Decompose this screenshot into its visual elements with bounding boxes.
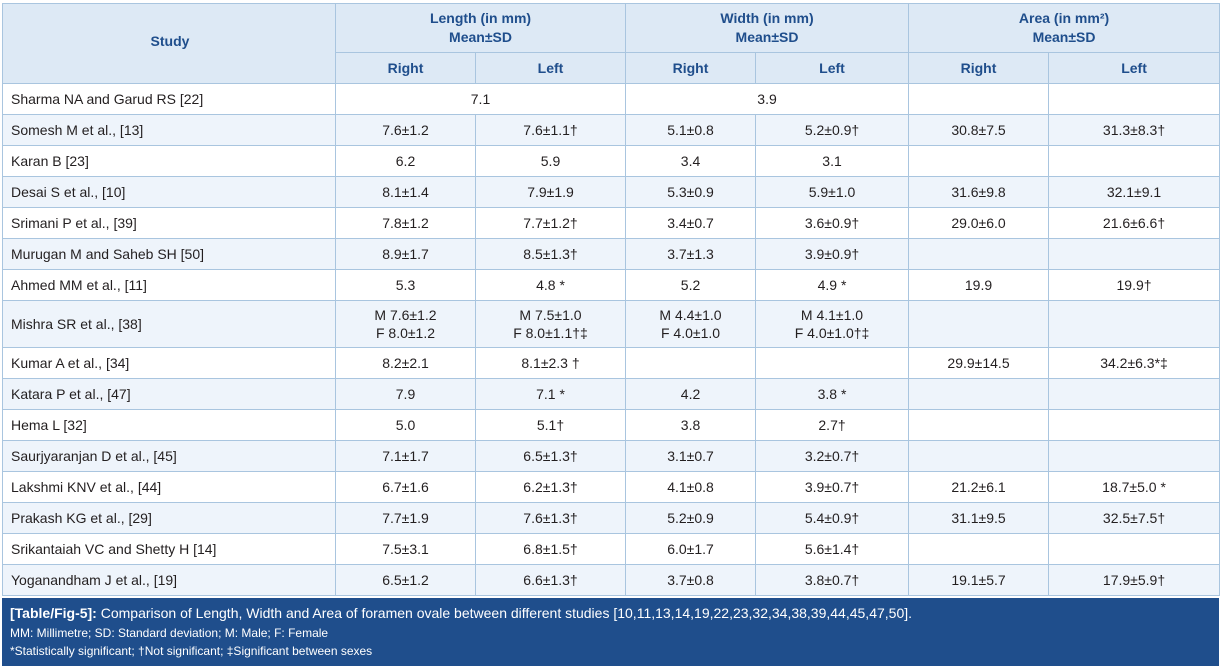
- length-left-cell: 8.1±2.3 †: [476, 348, 626, 379]
- study-cell: Kumar A et al., [34]: [3, 348, 336, 379]
- area-left-cell: 19.9†: [1049, 270, 1220, 301]
- length-right-cell: [336, 301, 476, 348]
- area-left-cell: [1049, 301, 1220, 348]
- study-cell: Srimani P et al., [39]: [3, 208, 336, 239]
- width-right-cell: 6.0±1.7: [626, 534, 756, 565]
- length-left-cell: 6.5±1.3†: [476, 441, 626, 472]
- width-left-cell: 5.2±0.9†: [756, 115, 909, 146]
- caption-notes: *Statistically significant; †Not significant; ‡Significant between sexes: [10, 644, 373, 658]
- length-right-cell: 5.3: [336, 270, 476, 301]
- study-cell: Katara P et al., [47]: [3, 379, 336, 410]
- area-right-cell: 19.9: [909, 270, 1049, 301]
- width-right-cell: 4.2: [626, 379, 756, 410]
- length-right-cell: 5.0: [336, 410, 476, 441]
- length-subtitle: Mean±SD: [449, 29, 512, 45]
- caption-label: [Table/Fig-5]:: [10, 605, 97, 621]
- width-left-header: Left: [756, 53, 909, 84]
- area-left-cell: 32.5±7.5†: [1049, 503, 1220, 534]
- area-left-cell: 31.3±8.3†: [1049, 115, 1220, 146]
- width-right-cell: 3.7±1.3: [626, 239, 756, 270]
- width-right-cell: [626, 348, 756, 379]
- area-right-cell: 21.2±6.1: [909, 472, 1049, 503]
- width-subtitle: Mean±SD: [735, 29, 799, 45]
- area-right-cell: 31.1±9.5: [909, 503, 1049, 534]
- female-value: F 4.0±1.0: [660, 325, 721, 341]
- length-right-cell: 6.7±1.6: [336, 472, 476, 503]
- area-right-cell: [909, 84, 1049, 115]
- study-column-header: Study: [3, 4, 336, 84]
- female-value: F 8.0±1.1†‡: [513, 325, 588, 341]
- length-left-cell: [476, 301, 626, 348]
- table-row: [3, 441, 1220, 472]
- width-left-cell: 3.8±0.7†: [756, 565, 909, 596]
- table-row: [3, 239, 1220, 270]
- width-left-cell: 4.9 *: [756, 270, 909, 301]
- area-right-cell: 29.9±14.5: [909, 348, 1049, 379]
- male-value: M 7.5±1.0: [519, 307, 582, 323]
- study-cell: Ahmed MM et al., [11]: [3, 270, 336, 301]
- table-row: [3, 115, 1220, 146]
- width-left-cell: 3.2±0.7†: [756, 441, 909, 472]
- male-value: M 4.1±1.0: [800, 307, 864, 323]
- study-cell: Somesh M et al., [13]: [3, 115, 336, 146]
- area-left-cell: [1049, 534, 1220, 565]
- table-row: [3, 146, 1220, 177]
- table-row: [3, 270, 1220, 301]
- caption-title: [10, 602, 1211, 624]
- table-row: [3, 348, 1220, 379]
- length-left-cell: 7.1 *: [476, 379, 626, 410]
- female-value: F 4.0±1.0†‡: [794, 325, 870, 341]
- study-cell: Mishra SR et al., [38]: [3, 301, 336, 348]
- length-left-cell: 6.2±1.3†: [476, 472, 626, 503]
- width-right-cell: 5.2±0.9: [626, 503, 756, 534]
- table-row: [3, 177, 1220, 208]
- comparison-table: [2, 3, 1220, 596]
- width-left-cell: [756, 301, 909, 348]
- width-left-cell: 5.4±0.9†: [756, 503, 909, 534]
- area-left-cell: [1049, 84, 1220, 115]
- length-left-cell: 6.6±1.3†: [476, 565, 626, 596]
- area-right-cell: [909, 441, 1049, 472]
- area-left-cell: [1049, 146, 1220, 177]
- width-left-cell: 3.8 *: [756, 379, 909, 410]
- area-left-cell: [1049, 379, 1220, 410]
- width-right-cell: 3.4±0.7: [626, 208, 756, 239]
- table-row: [3, 301, 1220, 348]
- length-right-cell: 7.1±1.7: [336, 441, 476, 472]
- length-left-cell: 7.6±1.1†: [476, 115, 626, 146]
- width-right-cell: 3.1±0.7: [626, 441, 756, 472]
- length-right-cell: 7.7±1.9: [336, 503, 476, 534]
- width-right-cell: 4.1±0.8: [626, 472, 756, 503]
- caption-text: Comparison of Length, Width and Area of foramen ovale between different studies [10,11,13,14,19,22,23,32,34,38,39,44,45,47,50].: [96, 605, 913, 621]
- area-right-cell: [909, 379, 1049, 410]
- study-cell: Yoganandham J et al., [19]: [3, 565, 336, 596]
- table-caption: [2, 598, 1219, 666]
- area-group-header: [909, 4, 1220, 53]
- area-right-cell: [909, 410, 1049, 441]
- caption-abbreviations: MM: Millimetre; SD: Standard deviation; M: Male; F: Female: [10, 626, 329, 640]
- length-merged-cell: 7.1: [336, 84, 626, 115]
- width-title: Width (in mm): [720, 10, 814, 26]
- header-row-groups: [3, 4, 1220, 53]
- study-cell: Karan B [23]: [3, 146, 336, 177]
- area-right-cell: [909, 534, 1049, 565]
- length-left-cell: 5.1†: [476, 410, 626, 441]
- study-cell: Srikantaiah VC and Shetty H [14]: [3, 534, 336, 565]
- area-right-cell: 30.8±7.5: [909, 115, 1049, 146]
- length-right-cell: 7.6±1.2: [336, 115, 476, 146]
- area-right-cell: 29.0±6.0: [909, 208, 1049, 239]
- study-cell: Saurjyaranjan D et al., [45]: [3, 441, 336, 472]
- width-left-cell: 3.6±0.9†: [756, 208, 909, 239]
- area-left-cell: 18.7±5.0 *: [1049, 472, 1220, 503]
- width-right-cell: 3.4: [626, 146, 756, 177]
- table-row: [3, 472, 1220, 503]
- table-row: [3, 208, 1220, 239]
- study-cell: Hema L [32]: [3, 410, 336, 441]
- length-left-cell: 5.9: [476, 146, 626, 177]
- length-right-cell: 8.1±1.4: [336, 177, 476, 208]
- area-right-cell: [909, 301, 1049, 348]
- male-value: M 4.4±1.0: [659, 307, 722, 323]
- area-right-cell: [909, 146, 1049, 177]
- area-left-header: Left: [1049, 53, 1220, 84]
- length-right-cell: 8.9±1.7: [336, 239, 476, 270]
- length-left-cell: 7.9±1.9: [476, 177, 626, 208]
- female-value: F 8.0±1.2: [375, 325, 436, 341]
- width-merged-cell: 3.9: [626, 84, 909, 115]
- length-title: Length (in mm): [429, 10, 532, 26]
- width-left-cell: 2.7†: [756, 410, 909, 441]
- length-right-cell: 6.2: [336, 146, 476, 177]
- table-row: [3, 379, 1220, 410]
- study-cell: Prakash KG et al., [29]: [3, 503, 336, 534]
- length-right-cell: 7.9: [336, 379, 476, 410]
- length-left-cell: 6.8±1.5†: [476, 534, 626, 565]
- width-left-cell: 3.9±0.7†: [756, 472, 909, 503]
- area-right-header: Right: [909, 53, 1049, 84]
- length-left-cell: 8.5±1.3†: [476, 239, 626, 270]
- length-group-header: [336, 4, 626, 53]
- area-left-cell: 17.9±5.9†: [1049, 565, 1220, 596]
- table-row: [3, 84, 1220, 115]
- width-left-cell: 5.6±1.4†: [756, 534, 909, 565]
- study-cell: Desai S et al., [10]: [3, 177, 336, 208]
- width-right-cell: 3.8: [626, 410, 756, 441]
- width-right-cell: [626, 301, 756, 348]
- width-right-header: Right: [626, 53, 756, 84]
- width-left-cell: 3.9±0.9†: [756, 239, 909, 270]
- width-right-cell: 5.2: [626, 270, 756, 301]
- male-value: M 7.6±1.2: [374, 307, 437, 323]
- area-left-cell: 21.6±6.6†: [1049, 208, 1220, 239]
- length-left-header: Left: [476, 53, 626, 84]
- area-title: Area (in mm²): [1018, 10, 1110, 26]
- width-right-cell: 3.7±0.8: [626, 565, 756, 596]
- width-left-cell: [756, 348, 909, 379]
- width-group-header: [626, 4, 909, 53]
- width-left-cell: 3.1: [756, 146, 909, 177]
- area-left-cell: 34.2±6.3*‡: [1049, 348, 1220, 379]
- length-right-cell: 8.2±2.1: [336, 348, 476, 379]
- area-left-cell: [1049, 410, 1220, 441]
- area-right-cell: [909, 239, 1049, 270]
- table-row: [3, 503, 1220, 534]
- length-left-cell: 7.6±1.3†: [476, 503, 626, 534]
- width-left-cell: 5.9±1.0: [756, 177, 909, 208]
- length-right-cell: 6.5±1.2: [336, 565, 476, 596]
- area-right-cell: 31.6±9.8: [909, 177, 1049, 208]
- area-right-cell: 19.1±5.7: [909, 565, 1049, 596]
- length-left-cell: 7.7±1.2†: [476, 208, 626, 239]
- length-right-header: Right: [336, 53, 476, 84]
- length-left-cell: 4.8 *: [476, 270, 626, 301]
- length-right-cell: 7.5±3.1: [336, 534, 476, 565]
- table-row: [3, 565, 1220, 596]
- width-right-cell: 5.1±0.8: [626, 115, 756, 146]
- table-row: [3, 410, 1220, 441]
- study-cell: Sharma NA and Garud RS [22]: [3, 84, 336, 115]
- study-cell: Lakshmi KNV et al., [44]: [3, 472, 336, 503]
- area-left-cell: [1049, 441, 1220, 472]
- length-right-cell: 7.8±1.2: [336, 208, 476, 239]
- study-cell: Murugan M and Saheb SH [50]: [3, 239, 336, 270]
- table-row: [3, 534, 1220, 565]
- area-left-cell: [1049, 239, 1220, 270]
- width-right-cell: 5.3±0.9: [626, 177, 756, 208]
- area-subtitle: Mean±SD: [1032, 29, 1096, 45]
- area-left-cell: 32.1±9.1: [1049, 177, 1220, 208]
